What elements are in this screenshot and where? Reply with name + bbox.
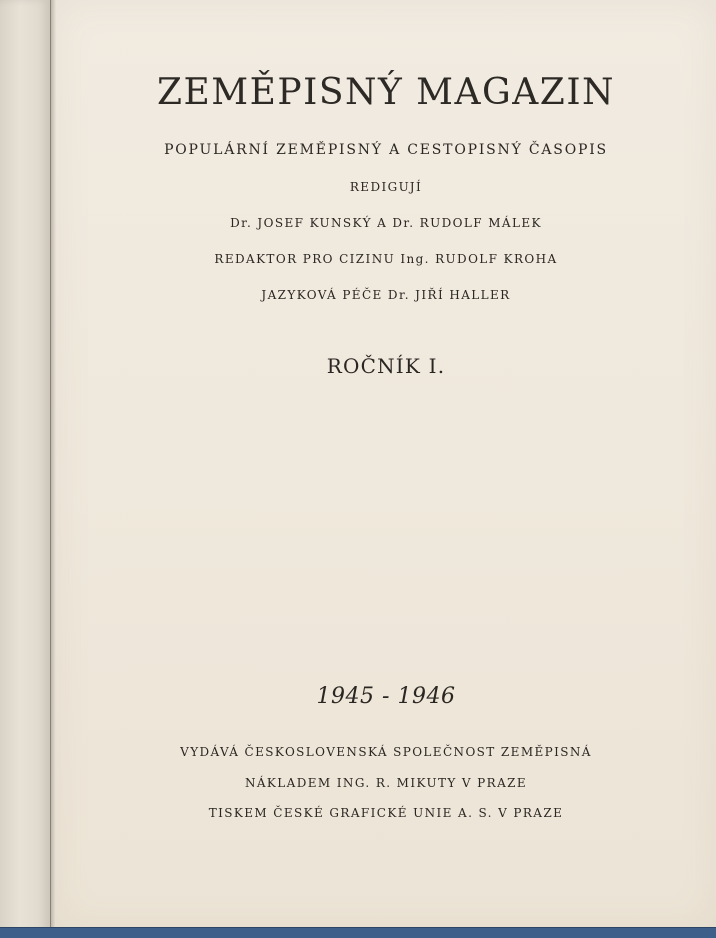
volume-label: ROČNÍK I. <box>326 354 446 378</box>
binding-cloth-edge <box>0 927 716 938</box>
book-spine <box>0 0 51 938</box>
editors-names: Dr. JOSEF KUNSKÝ A Dr. RUDOLF MÁLEK <box>230 216 542 230</box>
language-editor: JAZYKOVÁ PÉČE Dr. JIŘÍ HALLER <box>261 288 511 302</box>
funding-line: NÁKLADEM ING. R. MIKUTY V PRAZE <box>244 776 528 790</box>
foreign-editor: REDAKTOR PRO CIZINU Ing. RUDOLF KROHA <box>214 252 558 266</box>
magazine-title: ZEMĚPISNÝ MAGAZIN <box>156 72 616 113</box>
publication-years: 1945 - 1946 <box>316 684 456 709</box>
magazine-subtitle: POPULÁRNÍ ZEMĚPISNÝ A CESTOPISNÝ ČASOPIS <box>164 142 608 158</box>
publisher-line: VYDÁVÁ ČESKOSLOVENSKÁ SPOLEČNOST ZEMĚPISNÁ <box>180 745 592 759</box>
editors-heading: REDIGUJÍ <box>349 180 423 194</box>
printer-line: TISKEM ČESKÉ GRAFICKÉ UNIE A. S. V PRAZE <box>208 806 564 820</box>
